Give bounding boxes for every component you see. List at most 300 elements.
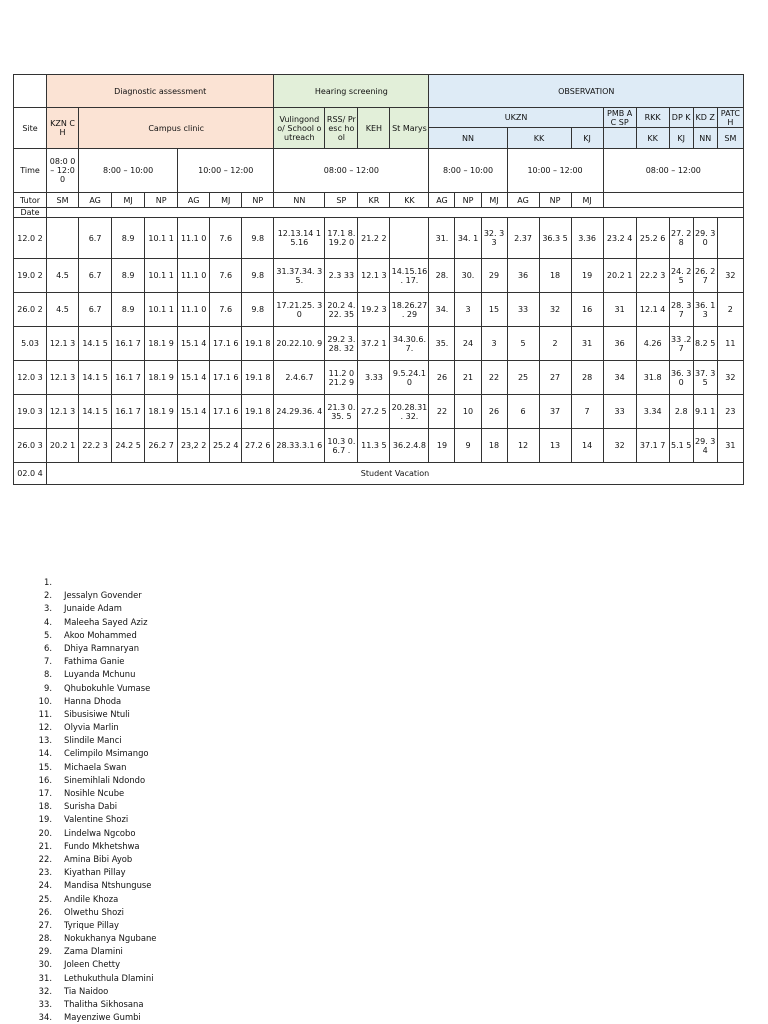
student-name: Slindile Manci (64, 735, 122, 746)
date-label: Date (14, 208, 47, 218)
time-diag2: 10:00 – 12:00 (178, 149, 274, 193)
table-cell: 20.28.31 . 32. (390, 395, 429, 429)
list-number: 12. (38, 722, 52, 733)
table-cell: 6.7 (79, 293, 112, 327)
table-cell (717, 218, 743, 259)
list-item (38, 787, 156, 800)
table-cell: 26. 27 (693, 259, 717, 293)
list-item (38, 602, 156, 615)
table-cell: 8.9 (112, 218, 145, 259)
list-number: 32. (38, 985, 52, 996)
table-cell: 32 (539, 293, 571, 327)
site-campus-clinic: Campus clinic (79, 108, 274, 149)
site-pmbacsp: PMB AC SP (603, 108, 636, 128)
table-cell: 3 (455, 293, 481, 327)
table-cell: 34. (429, 293, 455, 327)
student-name: Jessalyn Govender (64, 590, 142, 601)
tutor-cell: MJ (210, 193, 242, 208)
table-cell: 3 (481, 327, 507, 361)
list-item (38, 616, 156, 629)
tutor-row (14, 193, 744, 208)
list-number: 10. (38, 695, 52, 706)
list-number: 3. (44, 603, 52, 614)
table-cell: 32 (603, 429, 636, 463)
list-item (38, 589, 156, 602)
table-cell: 21.3 0.35. 5 (325, 395, 358, 429)
table-cell: 5.1 5 (669, 429, 693, 463)
date-cell: 12.0 3 (14, 361, 47, 395)
table-cell: 28. 37 (669, 293, 693, 327)
table-cell: 23.2 4 (603, 218, 636, 259)
list-item (38, 1011, 156, 1024)
student-name: Olwethu Shozi (64, 906, 124, 917)
tutor-cell: NP (455, 193, 481, 208)
list-number: 6. (44, 642, 52, 653)
table-cell: 22 (481, 361, 507, 395)
list-number: 15. (38, 761, 52, 772)
list-number: 33. (38, 999, 52, 1009)
student-list (38, 576, 156, 1024)
table-cell: 12 (507, 429, 539, 463)
list-item (38, 734, 156, 747)
obs-kj2: KJ (669, 128, 693, 149)
table-cell: 12.1 4 (636, 293, 669, 327)
table-cell: 24.29.36. 4 (274, 395, 325, 429)
table-cell: 36 (603, 327, 636, 361)
table-cell: 30. (455, 259, 481, 293)
table-cell: 4.5 (47, 293, 79, 327)
list-number: 19. (38, 814, 52, 825)
table-cell: 25.2 4 (210, 429, 242, 463)
table-cell (390, 218, 429, 259)
list-item (38, 945, 156, 958)
student-name: Amina Bibi Ayob (64, 853, 133, 864)
table-cell: 21 (455, 361, 481, 395)
table-cell: 31 (717, 429, 743, 463)
list-item (38, 655, 156, 668)
table-cell: 25 (507, 361, 539, 395)
table-cell: 15.1 4 (178, 361, 210, 395)
table-cell: 10.1 1 (145, 259, 178, 293)
table-cell: 36.2.4.8 (390, 429, 429, 463)
site-ukzn: UKZN (429, 108, 603, 128)
table-cell: 13 (539, 429, 571, 463)
site-rkk: RKK (636, 108, 669, 128)
list-item (38, 642, 156, 655)
table-row (14, 259, 744, 293)
list-item (38, 682, 156, 695)
date-cell: 26.0 3 (14, 429, 47, 463)
table-cell: 14.15.16 . 17. (390, 259, 429, 293)
table-cell: 24. 25 (669, 259, 693, 293)
site-kznch: KZN CH (47, 108, 79, 149)
list-number: 21. (38, 840, 52, 851)
table-cell: 2.4.6.7 (274, 361, 325, 395)
table-cell: 17.1 6 (210, 327, 242, 361)
list-number: 26. (38, 906, 52, 917)
table-cell: 8.9 (112, 259, 145, 293)
list-number: 27. (38, 919, 52, 930)
date-cell: 26.0 2 (14, 293, 47, 327)
tutor-label: Tutor (14, 193, 47, 208)
list-item (38, 972, 156, 985)
student-name: Surisha Dabi (64, 801, 118, 812)
student-name: Qhubokuhle Vumase (64, 682, 151, 693)
table-cell: 16 (571, 293, 603, 327)
table-cell: 7.6 (210, 218, 242, 259)
student-name: Thalitha Sikhosana (64, 999, 144, 1009)
student-name: Tia Naidoo (64, 985, 109, 996)
table-cell: 23 (717, 395, 743, 429)
table-row (14, 395, 744, 429)
list-number: 13. (38, 735, 52, 746)
table-cell: 11.1 0 (178, 293, 210, 327)
table-cell: 17.1 6 (210, 395, 242, 429)
tutor-cell: AG (178, 193, 210, 208)
table-row (14, 293, 744, 327)
table-cell: 34 (603, 361, 636, 395)
table-cell: 11.1 0 (178, 218, 210, 259)
obs-kk2: KK (636, 128, 669, 149)
corner-cell (14, 75, 47, 108)
table-cell: 7.6 (210, 259, 242, 293)
table-cell: 18.1 9 (145, 361, 178, 395)
table-cell: 23,2 2 (178, 429, 210, 463)
table-cell: 31.37.34. 35. (274, 259, 325, 293)
table-cell: 8.9 (112, 293, 145, 327)
table-cell: 29. 34 (693, 429, 717, 463)
list-item (38, 629, 156, 642)
site-label: Site (14, 108, 47, 149)
table-cell: 19 (429, 429, 455, 463)
table-cell: 27.2 6 (242, 429, 274, 463)
table-cell: 29. 30 (693, 218, 717, 259)
list-item (38, 919, 156, 932)
student-name: Zama Dlamini (64, 946, 123, 957)
list-number: 2. (44, 590, 52, 601)
table-row (14, 361, 744, 395)
observation-header: OBSERVATION (429, 75, 744, 108)
table-cell: 12.1 3 (47, 327, 79, 361)
site-keh: KEH (358, 108, 390, 149)
table-cell: 9.8 (242, 259, 274, 293)
student-name: Dhiya Ramnaryan (64, 642, 140, 653)
tutor-cell: AG (429, 193, 455, 208)
table-cell: 9 (455, 429, 481, 463)
list-item (38, 879, 156, 892)
student-name: Maleeha Sayed Aziz (64, 616, 148, 627)
table-cell: 10.1 1 (145, 293, 178, 327)
table-cell: 22.2 3 (636, 259, 669, 293)
table-cell: 27. 28 (669, 218, 693, 259)
table-cell: 5 (507, 327, 539, 361)
table-cell: 35. (429, 327, 455, 361)
table-cell: 14.1 5 (79, 327, 112, 361)
time-obs1: 8:00 – 10:00 (429, 149, 507, 193)
table-cell: 16.1 7 (112, 395, 145, 429)
table-cell: 24 (455, 327, 481, 361)
table-cell: 3.34 (636, 395, 669, 429)
list-item (38, 668, 156, 681)
student-name: Luyanda Mchunu (64, 669, 136, 680)
table-cell: 31 (571, 327, 603, 361)
tutor-cell: MJ (481, 193, 507, 208)
student-name: Akoo Mohammed (64, 629, 137, 640)
table-cell: 10 (455, 395, 481, 429)
tutor-cell: KK (390, 193, 429, 208)
time-obs2: 10:00 – 12:00 (507, 149, 603, 193)
table-cell: 28.33.3.1 6 (274, 429, 325, 463)
header-row-groups (14, 75, 744, 108)
list-number: 25. (38, 893, 52, 904)
obs-nn2: NN (693, 128, 717, 149)
table-cell: 3.33 (358, 361, 390, 395)
list-number: 4. (44, 616, 52, 627)
student-name: Lethukuthula Dlamini (64, 972, 154, 983)
table-cell: 36. 13 (693, 293, 717, 327)
site-kdz: KD Z (693, 108, 717, 128)
table-cell: 7 (571, 395, 603, 429)
list-number: 18. (38, 801, 52, 812)
table-cell: 3.36 (571, 218, 603, 259)
student-name: Lindelwa Ngcobo (64, 827, 136, 838)
diagnostic-header: Diagnostic assessment (47, 75, 274, 108)
table-cell: 34.30.6. 7. (390, 327, 429, 361)
site-patch: PATC H (717, 108, 743, 128)
list-item (38, 998, 156, 1011)
list-number: 1. (44, 577, 52, 587)
hearing-header: Hearing screening (274, 75, 429, 108)
table-cell: 9.8 (242, 218, 274, 259)
list-item (38, 958, 156, 971)
time-label: Time (14, 149, 47, 193)
table-cell: 26 (429, 361, 455, 395)
table-cell: 11.3 5 (358, 429, 390, 463)
site-stmarys: St Marys (390, 108, 429, 149)
student-name: Valentine Shozi (64, 814, 129, 825)
table-cell: 2.3 33 (325, 259, 358, 293)
table-cell: 15 (481, 293, 507, 327)
tutor-cell: NP (242, 193, 274, 208)
table-cell: 14.1 5 (79, 361, 112, 395)
table-cell: 37.1 7 (636, 429, 669, 463)
table-cell: 12.13.14 15.16 (274, 218, 325, 259)
list-number: 8. (44, 669, 52, 680)
student-name: Fathima Ganie (64, 656, 125, 667)
table-cell: 37 (539, 395, 571, 429)
tutor-cell: AG (507, 193, 539, 208)
table-cell: 9.8 (242, 293, 274, 327)
list-item (38, 695, 156, 708)
list-item (38, 827, 156, 840)
table-cell: 32 (717, 361, 743, 395)
table-cell: 17.21.25. 30 (274, 293, 325, 327)
table-cell: 36 (507, 259, 539, 293)
list-number: 16. (38, 774, 52, 785)
table-cell: 20.2 1 (47, 429, 79, 463)
table-cell: 19 (571, 259, 603, 293)
table-cell: 20.2 4.22. 35 (325, 293, 358, 327)
table-cell: 9.1 1 (693, 395, 717, 429)
table-cell: 14.1 5 (79, 395, 112, 429)
obs-nn: NN (429, 128, 507, 149)
table-cell: 11.1 0 (178, 259, 210, 293)
table-cell: 16.1 7 (112, 361, 145, 395)
table-cell: 6.7 (79, 218, 112, 259)
table-cell: 18.1 9 (145, 327, 178, 361)
list-number: 30. (38, 959, 52, 970)
list-number: 5. (44, 629, 52, 640)
table-cell: 29 (481, 259, 507, 293)
site-vulindlela: Vulingond o/ School outreach (274, 108, 325, 149)
list-item (38, 761, 156, 774)
list-number: 23. (38, 867, 52, 878)
table-cell: 22 (429, 395, 455, 429)
student-name: Hanna Dhoda (64, 695, 122, 706)
time-row (14, 149, 744, 193)
obs-sm2: SM (717, 128, 743, 149)
table-cell: 14 (571, 429, 603, 463)
date-cell: 02.0 4 (14, 463, 47, 485)
date-cell: 19.0 3 (14, 395, 47, 429)
list-item (38, 866, 156, 879)
table-row (14, 218, 744, 259)
tutor-cell: MJ (571, 193, 603, 208)
student-name: Andile Khoza (64, 893, 119, 904)
obs-kj: KJ (571, 128, 603, 149)
table-cell: 28 (571, 361, 603, 395)
table-cell: 2.8 (669, 395, 693, 429)
table-cell: 4.5 (47, 259, 79, 293)
table-cell: 12.1 3 (47, 361, 79, 395)
vacation-row (14, 463, 744, 485)
student-name: Kiyathan Pillay (64, 867, 126, 878)
list-number: 29. (38, 946, 52, 957)
site-dpk: DP K (669, 108, 693, 128)
date-header-row (14, 208, 744, 218)
student-name: Junaide Adam (64, 603, 122, 614)
list-item (38, 774, 156, 787)
table-cell: 7.6 (210, 293, 242, 327)
student-name: Celimpilo Msimango (64, 748, 149, 759)
list-item (38, 853, 156, 866)
table-cell: 32 (717, 259, 743, 293)
schedule-table (13, 74, 744, 485)
list-item (38, 747, 156, 760)
table-row (14, 327, 744, 361)
student-name: Michaela Swan (64, 761, 127, 772)
table-cell: 33 .27 (669, 327, 693, 361)
table-cell: 8.2 5 (693, 327, 717, 361)
time-diag1: 8:00 – 10:00 (79, 149, 178, 193)
list-number: 22. (38, 853, 52, 864)
list-number: 7. (44, 656, 52, 667)
table-cell: 33 (603, 395, 636, 429)
table-cell: 19.1 8 (242, 361, 274, 395)
header-row-sites (14, 108, 744, 128)
table-cell: 17.1 6 (210, 361, 242, 395)
table-cell: 12.1 3 (358, 259, 390, 293)
list-number: 9. (44, 682, 52, 693)
table-cell: 24.2 5 (112, 429, 145, 463)
table-cell: 2 (539, 327, 571, 361)
table-cell: 2.37 (507, 218, 539, 259)
table-cell: 22.2 3 (79, 429, 112, 463)
table-cell: 36.3 5 (539, 218, 571, 259)
table-cell: 11 (717, 327, 743, 361)
table-cell: 37.2 1 (358, 327, 390, 361)
table-cell: 20.22.10. 9 (274, 327, 325, 361)
tutor-cell: NN (274, 193, 325, 208)
date-cell: 12.0 2 (14, 218, 47, 259)
vacation-cell: Student Vacation (47, 463, 744, 485)
table-cell: 17.1 8. 19.2 0 (325, 218, 358, 259)
table-cell: 18 (481, 429, 507, 463)
table-cell: 12.1 3 (47, 395, 79, 429)
obs-sp (603, 128, 636, 149)
table-cell: 4.26 (636, 327, 669, 361)
table-cell: 2 (717, 293, 743, 327)
student-name: Sinemihlali Ndondo (64, 774, 146, 785)
date-spacer (47, 208, 744, 218)
student-name: Nosihle Ncube (64, 788, 125, 798)
list-item (38, 800, 156, 813)
table-cell: 31. (429, 218, 455, 259)
time-obs3: 08:00 – 12:00 (603, 149, 743, 193)
time-kznch: 08:0 0 – 12:0 0 (47, 149, 79, 193)
list-item (38, 708, 156, 721)
table-cell: 11.2 0 21.2 9 (325, 361, 358, 395)
list-number: 28. (38, 933, 52, 944)
time-hearing: 08:00 – 12:00 (274, 149, 429, 193)
date-cell: 5.03 (14, 327, 47, 361)
student-name: Mandisa Ntshunguse (64, 880, 152, 891)
table-cell (47, 218, 79, 259)
table-cell: 19.2 3 (358, 293, 390, 327)
table-cell: 20.2 1 (603, 259, 636, 293)
tutor-cell: MJ (112, 193, 145, 208)
table-cell: 33 (507, 293, 539, 327)
table-cell: 37. 35 (693, 361, 717, 395)
table-cell: 25.2 6 (636, 218, 669, 259)
student-name: Mayenziwe Gumbi (64, 1012, 141, 1023)
table-cell: 21.2 2 (358, 218, 390, 259)
student-name: Tyrique Pillay (64, 919, 119, 930)
table-row (14, 429, 744, 463)
table-cell: 27 (539, 361, 571, 395)
table-cell: 6.7 (79, 259, 112, 293)
list-item (38, 932, 156, 945)
list-number: 24. (38, 880, 52, 891)
table-cell: 26 (481, 395, 507, 429)
list-item (38, 813, 156, 826)
table-cell: 18.1 9 (145, 395, 178, 429)
table-cell: 15.1 4 (178, 395, 210, 429)
student-name: Nokukhanya Ngubane (64, 933, 157, 944)
obs-kk: KK (507, 128, 571, 149)
table-cell: 6 (507, 395, 539, 429)
list-item (38, 906, 156, 919)
list-number: 20. (38, 827, 52, 838)
list-item (38, 721, 156, 734)
tutor-cell: SP (325, 193, 358, 208)
tutor-cell: NP (539, 193, 571, 208)
table-cell: 28. (429, 259, 455, 293)
table-cell: 10.3 0.6.7 . (325, 429, 358, 463)
student-name: Joleen Chetty (64, 959, 121, 970)
table-cell: 36. 30 (669, 361, 693, 395)
tutor-cell-empty (603, 193, 743, 208)
